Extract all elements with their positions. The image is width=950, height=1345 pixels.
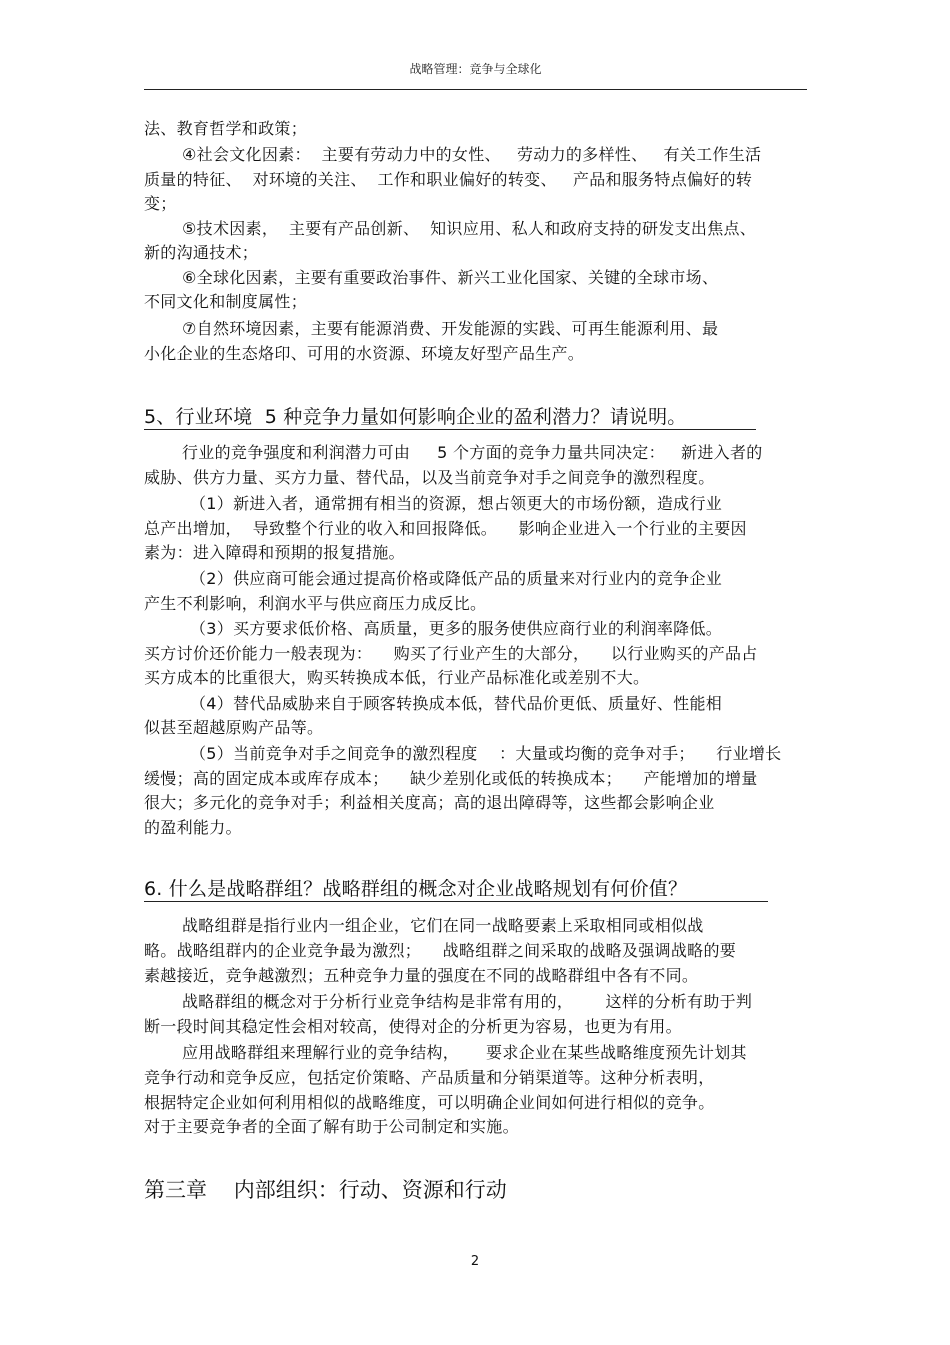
paragraph-line: 行业的竞争强度和利润潜力可由 5 个方面的竞争力量共同决定： 新进入者的 [182, 443, 763, 462]
paragraph-line: 对于主要竞争者的全面了解有助于公司制定和实施。 [144, 1117, 519, 1136]
header-rule [144, 89, 807, 90]
paragraph-line: 根据特定企业如何利用相似的战略维度，可以明确企业间如何进行相似的竞争。 [144, 1093, 715, 1112]
paragraph-line: 产生不利影响，利润水平与供应商压力成反比。 [144, 594, 487, 613]
paragraph-line: 竞争行动和竞争反应，包括定价策略、产品质量和分销渠道等。这种分析表明， [144, 1068, 715, 1087]
paragraph-line: ⑥全球化因素，主要有重要政治事件、新兴工业化国家、关键的全球市场、 [182, 268, 719, 287]
paragraph-line: 变； [144, 194, 177, 213]
paragraph-line: （3）买方要求低价格、高质量，更多的服务使供应商行业的利润率降低。 [190, 619, 723, 638]
paragraph-line: （5）当前竞争对手之间竞争的激烈程度 ：大量或均衡的竞争对手； 行业增长 [190, 744, 782, 763]
paragraph-line: 很大；多元化的竞争对手；利益相关度高；高的退出障碍等，这些都会影响企业 [144, 793, 715, 812]
paragraph-line: 新的沟通技术； [144, 243, 259, 262]
paragraph-line: ⑤技术因素， 主要有产品创新、 知识应用、私人和政府支持的研发支出焦点、 [182, 219, 757, 238]
paragraph-line: 缓慢；高的固定成本或库存成本； 缺少差别化或低的转换成本； 产能增加的增量 [144, 769, 758, 788]
paragraph-line: 素越接近，竞争越激烈；五种竞争力量的强度在不同的战略群组中各有不同。 [144, 966, 699, 985]
paragraph-line: 战略群组的概念对于分析行业竞争结构是非常有用的， 这样的分析有助于判 [182, 992, 753, 1011]
paragraph-line: 小化企业的生态烙印、可用的水资源、环境友好型产品生产。 [144, 344, 585, 363]
paragraph-line: （2）供应商可能会通过提高价格或降低产品的质量来对行业内的竞争企业 [190, 569, 723, 588]
paragraph-line: 的盈利能力。 [144, 818, 242, 837]
paragraph-line: 总产出增加， 导致整个行业的收入和回报降低。 影响企业进入一个行业的主要因 [144, 519, 747, 538]
paragraph-line: 买方成本的比重很大，购买转换成本低，行业产品标准化或差别不大。 [144, 668, 650, 687]
paragraph-line: 战略组群是指行业内一组企业，它们在同一战略要素上采取相同或相似战 [182, 916, 704, 935]
running-header: 战略管理：竞争与全球化 [409, 62, 542, 76]
paragraph-line: 略。战略组群内的企业竞争最为激烈； 战略组群之间采取的战略及强调战略的要 [144, 941, 737, 960]
paragraph-line: 断一段时间其稳定性会相对较高，使得对企的分析更为容易，也更为有用。 [144, 1017, 682, 1036]
paragraph-line: 质量的特征、 对环境的关注、 工作和职业偏好的转变、 产品和服务特点偏好的转 [144, 170, 753, 189]
section-heading: 5、行业环境 5 种竞争力量如何影响企业的盈利潜力？请说明。 [144, 406, 687, 428]
paragraph-line: ⑦自然环境因素，主要有能源消费、开发能源的实践、可再生能源利用、最 [182, 319, 719, 338]
paragraph-line: 法、教育哲学和政策； [144, 119, 308, 138]
heading-underline [144, 429, 756, 430]
paragraph-line: 似甚至超越原购产品等。 [144, 718, 324, 737]
paragraph-line: （1）新进入者，通常拥有相当的资源，想占领更大的市场份额，造成行业 [190, 494, 723, 513]
chapter-title: 第三章 内部组织：行动、资源和行动 [144, 1178, 507, 1202]
section-heading: 6. 什么是战略群组？战略群组的概念对企业战略规划有何价值？ [144, 878, 688, 900]
page-number: 2 [470, 1254, 480, 1269]
paragraph-line: ④社会文化因素： 主要有劳动力中的女性、 劳动力的多样性、 有关工作生活 [182, 145, 762, 164]
heading-underline [144, 901, 768, 902]
paragraph-line: 素为：进入障碍和预期的报复措施。 [144, 543, 405, 562]
paragraph-line: 威胁、供方力量、买方力量、替代品，以及当前竞争对手之间竞争的激烈程度。 [144, 468, 715, 487]
paragraph-line: 买方讨价还价能力一般表现为： 购买了行业产生的大部分， 以行业购买的产品占 [144, 644, 758, 663]
paragraph-line: 不同文化和制度属性； [144, 292, 308, 311]
paragraph-line: 应用战略群组来理解行业的竞争结构， 要求企业在某些战略维度预先计划其 [182, 1043, 747, 1062]
paragraph-line: （4）替代品威胁来自于顾客转换成本低，替代品价更低、质量好、性能相 [190, 694, 723, 713]
